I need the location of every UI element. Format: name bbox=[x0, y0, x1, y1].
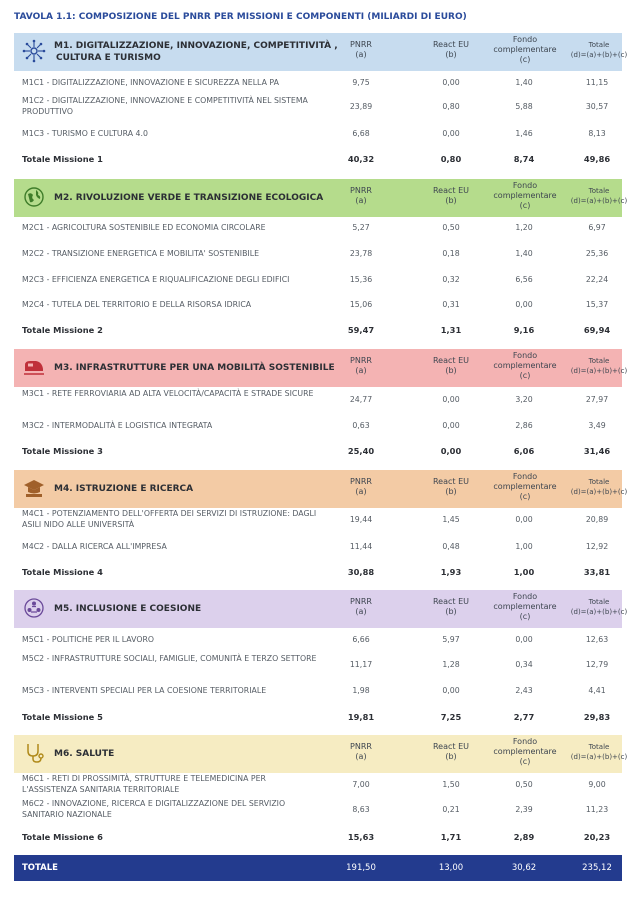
col-header-react-eu: React EU (b) bbox=[432, 742, 469, 761]
mission-title: M5. INCLUSIONE E COESIONE bbox=[54, 604, 202, 614]
col-header-fondo: Fondo complementare (c) bbox=[493, 35, 557, 64]
col-header-totale: Totale (d)=(a)+(b)+(c) bbox=[570, 478, 628, 496]
col-header-react-eu: React EU (b) bbox=[432, 356, 469, 375]
col-header-pnrr: PNRR (a) bbox=[350, 186, 372, 205]
mission-title: M6. SALUTE bbox=[54, 749, 115, 759]
people-circle-icon bbox=[22, 596, 46, 620]
stethoscope-icon bbox=[22, 741, 46, 765]
mission-header-2 bbox=[14, 179, 628, 217]
col-header-fondo: Fondo complementare (c) bbox=[493, 472, 557, 501]
graduation-cap-icon bbox=[22, 476, 46, 500]
mission-header-1 bbox=[14, 33, 628, 71]
mission-header-6 bbox=[14, 735, 628, 773]
col-header-react-eu: React EU (b) bbox=[432, 40, 469, 59]
green-globe-icon bbox=[22, 185, 46, 209]
col-header-totale: Totale (d)=(a)+(b)+(c) bbox=[570, 357, 628, 375]
col-header-pnrr: PNRR (a) bbox=[350, 742, 372, 761]
col-header-pnrr: PNRR (a) bbox=[350, 477, 372, 496]
col-header-fondo: Fondo complementare (c) bbox=[493, 351, 557, 380]
col-header-pnrr: PNRR (a) bbox=[350, 597, 372, 616]
table-title: TAVOLA 1.1: COMPOSIZIONE DEL PNRR PER MISSIONI E COMPONENTI (MILIARDI DI EURO) bbox=[14, 12, 467, 22]
digital-network-icon bbox=[22, 39, 46, 63]
col-header-react-eu: React EU (b) bbox=[432, 597, 469, 616]
mission-title: M4. ISTRUZIONE E RICERCA bbox=[54, 484, 194, 494]
mission-header-5 bbox=[14, 590, 628, 628]
col-header-react-eu: React EU (b) bbox=[432, 186, 469, 205]
col-header-fondo: Fondo complementare (c) bbox=[493, 592, 557, 621]
mission-title: M1. DIGITALIZZAZIONE, INNOVAZIONE, COMPETITIVITÀ , CULTURA E TURISMO bbox=[54, 41, 338, 63]
mission-header-3 bbox=[14, 349, 628, 387]
col-header-totale: Totale (d)=(a)+(b)+(c) bbox=[570, 41, 628, 59]
col-header-fondo: Fondo complementare (c) bbox=[493, 737, 557, 766]
mission-header-4 bbox=[14, 470, 628, 508]
col-header-react-eu: React EU (b) bbox=[432, 477, 469, 496]
col-header-totale: Totale (d)=(a)+(b)+(c) bbox=[570, 743, 628, 761]
col-header-fondo: Fondo complementare (c) bbox=[493, 181, 557, 210]
grand-total-row: TOTALE 191,50 13,00 30,62 235,12 bbox=[14, 855, 622, 881]
col-header-totale: Totale (d)=(a)+(b)+(c) bbox=[570, 187, 628, 205]
col-header-pnrr: PNRR (a) bbox=[350, 40, 372, 59]
col-header-pnrr: PNRR (a) bbox=[350, 356, 372, 375]
mission-title: M3. INFRASTRUTTURE PER UNA MOBILITÀ SOSTENIBILE bbox=[54, 363, 335, 373]
mission-title: M2. RIVOLUZIONE VERDE E TRANSIZIONE ECOLOGICA bbox=[54, 193, 324, 203]
train-icon bbox=[22, 355, 46, 379]
col-header-totale: Totale (d)=(a)+(b)+(c) bbox=[570, 598, 628, 616]
